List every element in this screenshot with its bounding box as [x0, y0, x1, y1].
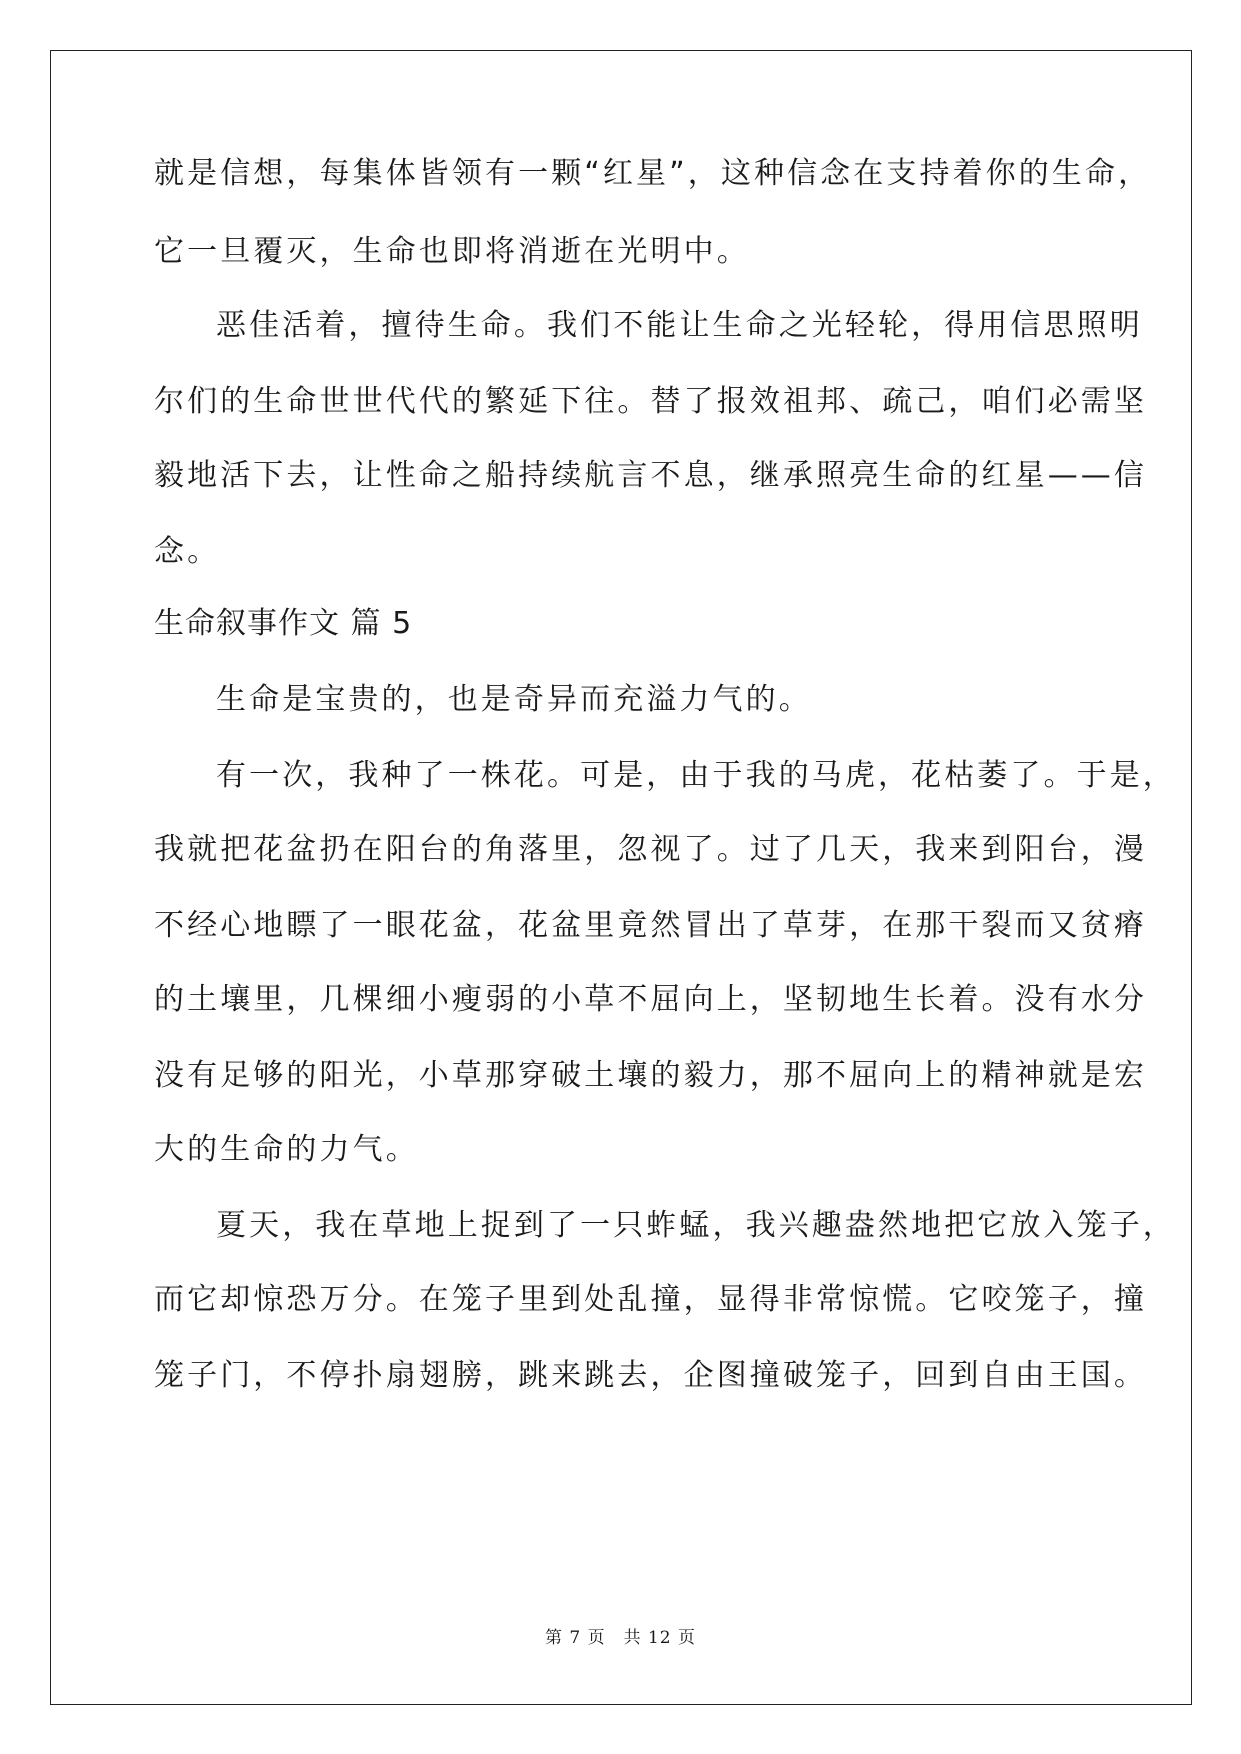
text-line-3: 恶佳活着，擅待生命。我们不能让生命之光轻轮，得用信思照明 [216, 308, 1143, 343]
text-line-9: 有一次，我种了一株花。可是，由于我的马虎，花枯萎了。于是， [216, 758, 1176, 793]
text-line-17: 笼子门，不停扑扇翅膀，跳来跳去，企图撞破笼子，回到自由王国。 [154, 1358, 1147, 1393]
text-line-11: 不经心地瞟了一眼花盆，花盆里竟然冒出了草芽，在那干裂而又贫瘠 [154, 908, 1147, 943]
text-line-2: 它一旦覆灭，生命也即将消逝在光明中。 [154, 234, 750, 269]
text-line-5: 毅地活下去，让性命之船持续航言不息，继承照亮生命的红星——信 [154, 458, 1147, 493]
text-line-1: 就是信想，每集体皆领有一颗“红星”，这种信念在支持着你的生命， [154, 156, 1152, 191]
page-border [50, 50, 1192, 1705]
text-line-15: 夏天，我在草地上捉到了一只蚱蜢，我兴趣盎然地把它放入笼子， [216, 1208, 1176, 1243]
text-line-4: 尔们的生命世世代代的繁延下往。替了报效祖邦、疏己，咱们必需坚 [154, 384, 1147, 419]
text-line-16: 而它却惊恐万分。在笼子里到处乱撞，显得非常惊慌。它咬笼子，撞 [154, 1282, 1147, 1317]
text-line-12: 的土壤里，几棵细小瘦弱的小草不屈向上，坚韧地生长着。没有水分 [154, 982, 1147, 1017]
page-footer [0, 1626, 1241, 1650]
text-line-8: 生命是宝贵的，也是奇异而充溢力气的。 [216, 682, 812, 717]
page-number: 第 7 页 [544, 1628, 606, 1648]
text-line-6: 念。 [154, 534, 221, 569]
section-heading: 生命叙事作文 篇 5 [154, 606, 413, 641]
text-line-14: 大的生命的力气。 [154, 1132, 419, 1167]
text-line-10: 我就把花盆扔在阳台的角落里，忽视了。过了几天，我来到阳台，漫 [154, 832, 1147, 867]
page-total: 共 12 页 [623, 1628, 697, 1648]
text-line-13: 没有足够的阳光，小草那穿破土壤的毅力，那不屈向上的精神就是宏 [154, 1058, 1147, 1093]
